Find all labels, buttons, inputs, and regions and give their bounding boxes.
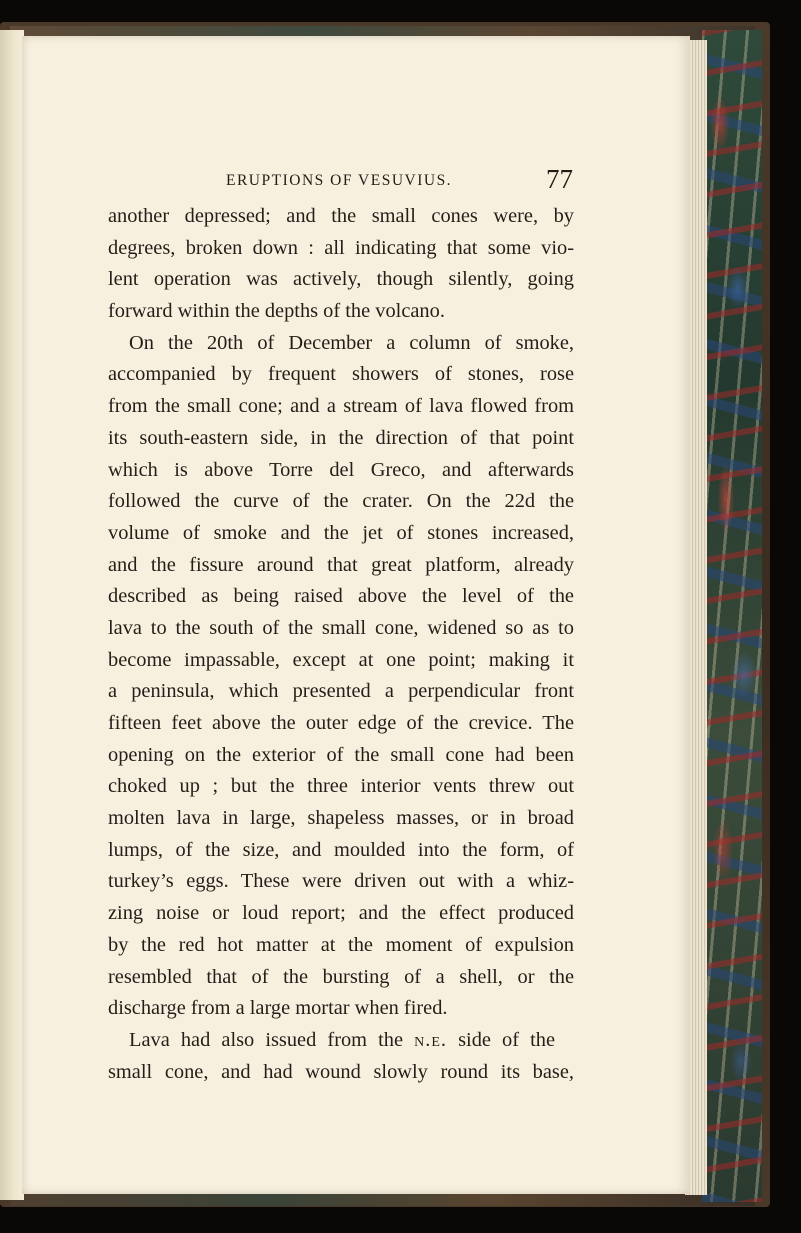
text-line: become impassable, except at one point; making it: [108, 648, 574, 671]
text-line: from the small cone; and a stream of lava flowed from: [108, 395, 574, 418]
text-line: and the fissure around that great platform, already: [108, 553, 574, 576]
page-gutter-edge: [0, 30, 24, 1200]
text-segment: side of the: [447, 1028, 556, 1051]
text-line: lent operation was actively, though silently, going: [108, 268, 574, 291]
text-line: volume of smoke and the jet of stones increased,: [108, 521, 574, 544]
small-caps-abbrev: n.e.: [414, 1028, 448, 1051]
text-line: choked up ; but the three interior vents threw out: [108, 775, 574, 798]
text-line: degrees, broken down : all indicating that some vio-: [108, 236, 574, 259]
text-line: a peninsula, which presented a perpendicular front: [108, 680, 574, 703]
body-text: [108, 201, 574, 1088]
text-line: lumps, of the size, and moulded into the form, of: [108, 838, 574, 861]
text-line: described as being raised above the level of the: [108, 585, 574, 608]
marbled-endpaper: [702, 30, 762, 1202]
text-line: zing noise or loud report; and the effect produced: [108, 902, 574, 925]
text-line: by the red hot matter at the moment of expulsion: [108, 933, 574, 956]
text-line: turkey’s eggs. These were driven out with a whiz-: [108, 870, 574, 893]
text-line: its south-eastern side, in the direction of that point: [108, 426, 574, 449]
text-line: resembled that of the bursting of a shell, or the: [108, 965, 574, 988]
text-line: which is above Torre del Greco, and afterwards: [108, 458, 574, 481]
text-line: molten lava in large, shapeless masses, or in broad: [108, 807, 574, 830]
text-line: On the 20th of December a column of smoke,: [129, 331, 574, 354]
text-line: fifteen feet above the outer edge of the crevice. The: [108, 712, 574, 734]
running-head: [200, 164, 600, 198]
text-line: accompanied by frequent showers of stones, rose: [108, 363, 574, 386]
page-number: 77: [546, 164, 573, 194]
text-line: small cone, and had wound slowly round its base,: [108, 1060, 574, 1083]
text-line: lava to the south of the small cone, widened so as to: [108, 616, 574, 639]
marble-pattern: [702, 30, 762, 1202]
text-line: another depressed; and the small cones were, by: [108, 205, 574, 227]
text-line: opening on the exterior of the small cone had been: [108, 743, 574, 766]
text-line: [108, 1025, 574, 1057]
text-line: forward within the depths of the volcano.: [108, 300, 445, 323]
text-line: discharge from a large mortar when fired.: [108, 997, 448, 1020]
running-title: ERUPTIONS OF VESUVIUS.: [226, 172, 453, 189]
text-line: followed the curve of the crater. On the 22d the: [108, 490, 574, 513]
text-segment: Lava had also issued from the: [129, 1028, 415, 1051]
